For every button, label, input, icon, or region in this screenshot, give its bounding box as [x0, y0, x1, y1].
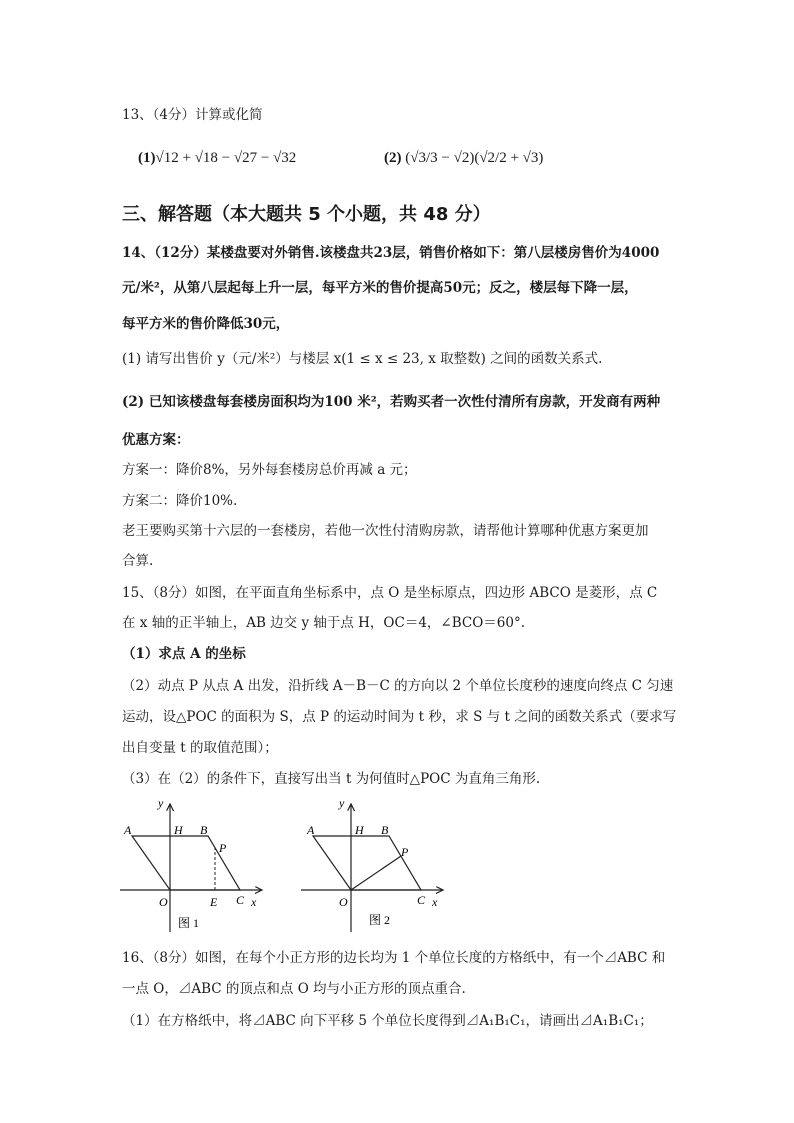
- q15-sub1: （1）求点 A 的坐标: [122, 646, 246, 662]
- q14-part1: (1) 请写出售价 y（元/米²）与楼层 x(1 ≤ x ≤ 23, x 取整数) 之间的函数关系式.: [122, 351, 603, 367]
- q14-plan-b: 方案二：降价10%.: [122, 493, 238, 509]
- q14-line1: 14、（12分）某楼盘要对外销售.该楼盘共23层，销售价格如下：第八层楼房售价为4000: [122, 245, 660, 261]
- label-o: O: [339, 895, 348, 909]
- q13-part1-label: (1): [138, 150, 156, 166]
- q13-part1-expr: √12 + √18 − √27 − √32: [155, 150, 297, 166]
- q15-sub2b: 运动，设△POC 的面积为 S，点 P 的运动时间为 t 秒，求 S 与 t 之间的函数关系式（要求写: [122, 709, 677, 725]
- label-y: y: [158, 796, 164, 810]
- q14-plan-a: 方案一：降价8%，另外每套楼房总价再减 a 元；: [122, 462, 417, 478]
- label-b: B: [200, 823, 208, 837]
- q14-line2: 元/米²，从第八层起每上升一层，每平方米的售价提高50元；反之，楼层每下降一层，: [122, 280, 638, 296]
- q16-line1: 16、（8分）如图，在每个小正方形的边长均为 1 个单位长度的方格纸中，有一个⊿ABC 和: [122, 950, 666, 966]
- q13-part2: [384, 150, 543, 167]
- q14-line3: 每平方米的售价降低30元，: [122, 316, 290, 332]
- q16-sub1: （1）在方格纸中，将⊿ABC 向下平移 5 个单位长度得到⊿A₁B₁C₁，请画出⊿A₁B₁C₁；: [122, 1013, 653, 1029]
- segment-op: [351, 856, 401, 890]
- label-e: E: [210, 895, 218, 909]
- q15-sub3: （3）在（2）的条件下，直接写出当 t 为何值时△POC 为直角三角形.: [122, 771, 541, 787]
- fig2-caption: 图 2: [369, 913, 391, 927]
- q15-line1: 15、（8分）如图，在平面直角坐标系中，点 O 是坐标原点，四边形 ABCO 是菱形，点 C: [122, 585, 658, 601]
- label-p: P: [401, 845, 409, 859]
- q14-part3a: 老王要购买第十六层的一套楼房，若他一次性付清购房款，请帮他计算哪种优惠方案更加: [122, 523, 649, 539]
- label-h: H: [355, 823, 364, 837]
- section-title: 三、解答题（本大题共 5 个小题，共 48 分）: [122, 204, 491, 225]
- figure-1: [112, 792, 272, 937]
- q15-sub2c: 出自变量 t 的取值范围）；: [122, 740, 278, 756]
- q13-part2-label: (2): [384, 150, 402, 166]
- label-a: A: [307, 823, 315, 837]
- label-x: x: [432, 895, 438, 909]
- q14-part2b: 优惠方案：: [122, 432, 190, 448]
- label-a: A: [124, 823, 132, 837]
- q15-sub2a: （2）动点 P 从点 A 出发，沿折线 A－B－C 的方向以 2 个单位长度秒的速度向终点 C 匀速: [122, 678, 674, 694]
- q16-line2: 一点 O，⊿ABC 的顶点和点 O 均与小正方形的顶点重合.: [122, 981, 466, 997]
- figure-2: [295, 792, 455, 937]
- q14-part3b: 合算.: [122, 553, 154, 569]
- q13-part2-expr: (√3/3 − √2)(√2/2 + √3): [405, 150, 544, 166]
- label-c: C: [236, 893, 245, 907]
- q14-part2a: (2) 已知该楼盘每套楼房面积均为100 米²，若购买者一次性付清所有房款，开发商有两种: [122, 394, 661, 410]
- q13-header: 13、（4分）计算或化简: [122, 107, 263, 123]
- label-b: B: [381, 823, 389, 837]
- q15-line2: 在 x 轴的正半轴上，AB 边交 y 轴于点 H，OC＝4，∠BCO＝60°.: [122, 615, 526, 631]
- fig1-caption: 图 1: [178, 916, 200, 930]
- label-c: C: [417, 893, 426, 907]
- label-h: H: [174, 823, 183, 837]
- label-x: x: [251, 895, 257, 909]
- q13-part1: [138, 150, 296, 167]
- label-y: y: [339, 796, 345, 810]
- label-p: P: [219, 841, 227, 855]
- label-o: O: [159, 895, 168, 909]
